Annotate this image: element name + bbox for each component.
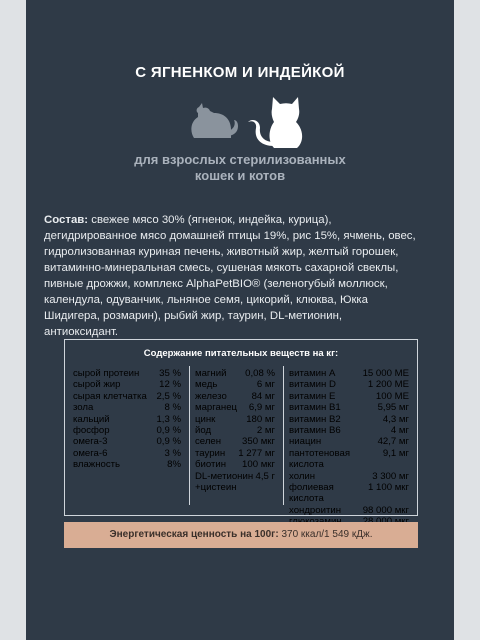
- nutrient-row: [195, 436, 275, 447]
- nutrient-value: 6 мг: [256, 379, 275, 391]
- nutrient-name: хондроитин: [289, 504, 342, 516]
- nutrient-name: кальций: [73, 413, 110, 425]
- nutrient-row: [73, 459, 181, 470]
- composition-label: Состав:: [44, 214, 89, 226]
- nutrient-value: 3 300 мг: [372, 470, 409, 482]
- subtitle-line-2: кошек и котов: [194, 168, 286, 183]
- nutrient-name: сырая клетчатка: [73, 390, 147, 402]
- cats-illustration: [176, 86, 336, 150]
- nutrient-name: фосфор: [73, 425, 110, 437]
- nutrient-name: витамин B1: [289, 402, 341, 414]
- nutrient-row: [289, 459, 409, 470]
- gray-cat-icon: [191, 103, 238, 138]
- nutrient-value: 15 000 МЕ: [362, 368, 409, 379]
- nutrient-row: [289, 436, 409, 447]
- nutrient-row: [73, 391, 181, 402]
- nutrient-row: [195, 459, 275, 470]
- product-subtitle: [26, 152, 454, 184]
- nutrient-value: 0,08 %: [245, 368, 275, 379]
- nutrient-row: [195, 482, 275, 493]
- nutrient-value: 2,5 %: [156, 390, 181, 402]
- nutrient-row: [289, 471, 409, 482]
- nutrient-name: холин: [289, 470, 316, 482]
- nutrient-row: [289, 414, 409, 425]
- nutrient-value: 0,9 %: [156, 436, 181, 448]
- nutrient-name: витамин B2: [289, 413, 341, 425]
- nutrient-value: 98 000 мкг: [362, 504, 409, 516]
- nutrient-name: витамин A: [289, 368, 336, 379]
- composition-text: [44, 212, 416, 340]
- nutrient-row: [195, 448, 275, 459]
- nutrient-value: 1 100 мкг: [368, 482, 409, 494]
- nutrient-row: [73, 436, 181, 447]
- nutrient-name: марганец: [195, 402, 238, 414]
- column-divider: [283, 366, 284, 505]
- nutrient-name: железо: [195, 390, 227, 402]
- nutrient-row: [73, 368, 181, 379]
- nutrition-column-minerals: [195, 368, 275, 493]
- nutrient-name: биотин: [195, 459, 227, 471]
- nutrient-row: [195, 368, 275, 379]
- nutrient-name: фолиевая: [289, 482, 334, 494]
- nutrient-name: кислота: [289, 459, 324, 471]
- nutrient-value: 8 %: [164, 402, 181, 414]
- nutrient-row: [195, 414, 275, 425]
- nutrient-name: магний: [195, 368, 227, 379]
- nutrient-value: 1 277 мг: [238, 447, 275, 459]
- white-cat-icon: [248, 97, 302, 148]
- nutrient-name: омега-6: [73, 447, 108, 459]
- nutrient-row: [195, 391, 275, 402]
- nutrient-value: 0,9 %: [156, 425, 181, 437]
- nutrient-row: [195, 471, 275, 482]
- nutrient-value: 5,95 мг: [377, 402, 409, 414]
- nutrient-name: йод: [195, 425, 212, 437]
- column-divider: [189, 366, 190, 505]
- subtitle-line-1: для взрослых стерилизованных: [134, 152, 346, 167]
- nutrient-name: +цистеин: [195, 482, 237, 494]
- nutrient-row: [73, 402, 181, 413]
- nutrient-name: медь: [195, 379, 218, 391]
- nutrient-name: витамин B6: [289, 425, 341, 437]
- composition-body: свежее мясо 30% (ягненок, индейка, курица), дегидрированное мясо домашней птицы 19%, рис 15%, ячмень, овес, гидролизованная куриная печень, животный жир, желтый горошек, витаминно-минеральная смесь, сушеная мякоть сахарной свеклы, пивные дрожжи, комплекс AlphaPetBIO® (зеленогубый моллюск, календула, одуванчик, льняное семя, цикорий, клюква, Юкка Шидигера, розмарин), рыбий жир, таурин, DL-метионин, антиоксидант.: [44, 214, 416, 338]
- nutrient-row: [73, 414, 181, 425]
- nutrient-row: [289, 493, 409, 504]
- nutrient-name: витамин E: [289, 390, 336, 402]
- nutrient-value: 180 мг: [246, 413, 275, 425]
- nutrient-name: влажность: [73, 459, 121, 471]
- nutrient-name: витамин D: [289, 379, 336, 391]
- nutrient-row: [195, 425, 275, 436]
- nutrient-row: [73, 448, 181, 459]
- nutrient-row: [73, 425, 181, 436]
- nutrient-value: 6,9 мг: [248, 402, 275, 414]
- nutrient-name: омега-3: [73, 436, 108, 448]
- nutrient-name: сырой жир: [73, 379, 121, 391]
- nutrient-name: цинк: [195, 413, 216, 425]
- nutrient-value: 9,1 мг: [382, 447, 409, 459]
- nutrient-row: [289, 368, 409, 379]
- nutrient-name: сырой протеин: [73, 368, 140, 379]
- nutrient-value: 84 мг: [251, 390, 275, 402]
- nutrient-row: [289, 379, 409, 390]
- nutrient-value: 42,7 мг: [377, 436, 409, 448]
- nutrient-name: селен: [195, 436, 222, 448]
- nutrient-value: 100 мкг: [242, 459, 275, 471]
- nutrient-name: таурин: [195, 447, 226, 459]
- nutrient-row: [195, 402, 275, 413]
- nutrient-row: [289, 391, 409, 402]
- nutrient-value: 8%: [167, 459, 181, 471]
- nutrient-value: 12 %: [159, 379, 181, 391]
- product-headline: С ЯГНЕНКОМ И ИНДЕЙКОЙ: [135, 64, 345, 81]
- nutrient-value: 3 %: [164, 447, 181, 459]
- nutrient-row: [73, 379, 181, 390]
- nutrient-row: [289, 425, 409, 436]
- nutrition-column-macros: [73, 368, 181, 471]
- nutrient-name: DL-метионин: [195, 470, 254, 482]
- nutrient-row: [289, 402, 409, 413]
- nutrient-row: [195, 379, 275, 390]
- nutrition-table: [64, 339, 418, 516]
- nutrient-value: 4 мг: [390, 425, 409, 437]
- nutrient-value: 2 мг: [256, 425, 275, 437]
- energy-value-band: [64, 522, 418, 548]
- nutrient-value: 35 %: [159, 368, 181, 379]
- nutrient-value: 1 200 МЕ: [367, 379, 409, 391]
- nutrient-value: 100 МЕ: [375, 390, 409, 402]
- nutrient-name: пантотеновая: [289, 447, 351, 459]
- nutrient-row: [289, 482, 409, 493]
- energy-value: 370 ккал/1 549 кДж.: [278, 529, 373, 540]
- nutrient-row: [289, 505, 409, 516]
- energy-label: Энергетическая ценность на 100г:: [109, 529, 279, 540]
- nutrient-value: 350 мкг: [242, 436, 275, 448]
- nutrient-value: 4,5 г: [255, 470, 275, 482]
- nutrition-column-vitamins: [289, 368, 409, 528]
- nutrient-value: 1,3 %: [156, 413, 181, 425]
- nutrition-title: Содержание питательных веществ на кг:: [143, 348, 339, 359]
- nutrient-name: зола: [73, 402, 94, 414]
- nutrient-name: ниацин: [289, 436, 322, 448]
- nutrient-row: [289, 448, 409, 459]
- nutrient-name: кислота: [289, 493, 324, 505]
- nutrient-value: 4,3 мг: [382, 413, 409, 425]
